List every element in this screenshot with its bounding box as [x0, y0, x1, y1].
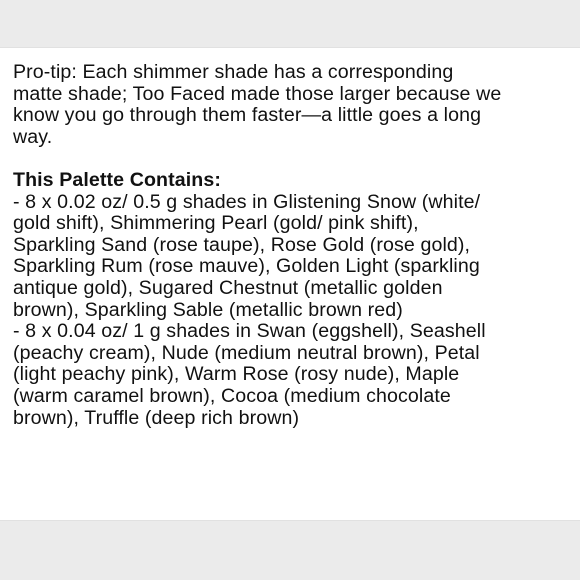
contents-line: - 8 x 0.02 oz/ 0.5 g shades in Glistening Snow (white/ [13, 190, 481, 213]
contents-line: - 8 x 0.04 oz/ 1 g shades in Swan (eggshell), Seashell [13, 320, 486, 343]
pro-tip-line: way. [13, 125, 53, 148]
pro-tip-line: Pro-tip: Each shimmer shade has a corresponding [13, 61, 454, 83]
pro-tip-line: know you go through them faster—a little goes a long [13, 104, 482, 127]
contents-line: brown), Truffle (deep rich brown) [13, 406, 300, 429]
paragraph-gap [13, 148, 573, 170]
contents-line: antique gold), Sugared Chestnut (metallic golden [13, 276, 443, 299]
contents-line: brown), Sparkling Sable (metallic brown red) [13, 298, 403, 321]
contents-line: Sparkling Rum (rose mauve), Golden Light (sparkling [13, 255, 480, 278]
pro-tip-line: matte shade; Too Faced made those larger because we [13, 82, 502, 105]
contents-heading: This Palette Contains: [13, 168, 221, 191]
contents-line: gold shift), Shimmering Pearl (gold/ pink shift), [13, 212, 419, 235]
contents-line: (warm caramel brown), Cocoa (medium chocolate [13, 384, 451, 407]
text-card [0, 47, 580, 521]
contents-line: (light peachy pink), Warm Rose (rosy nude), Maple [13, 363, 460, 386]
contents-line: Sparkling Sand (rose taupe), Rose Gold (rose gold), [13, 233, 471, 256]
contents-line: (peachy cream), Nude (medium neutral brown), Petal [13, 341, 480, 364]
description-text [13, 62, 573, 429]
